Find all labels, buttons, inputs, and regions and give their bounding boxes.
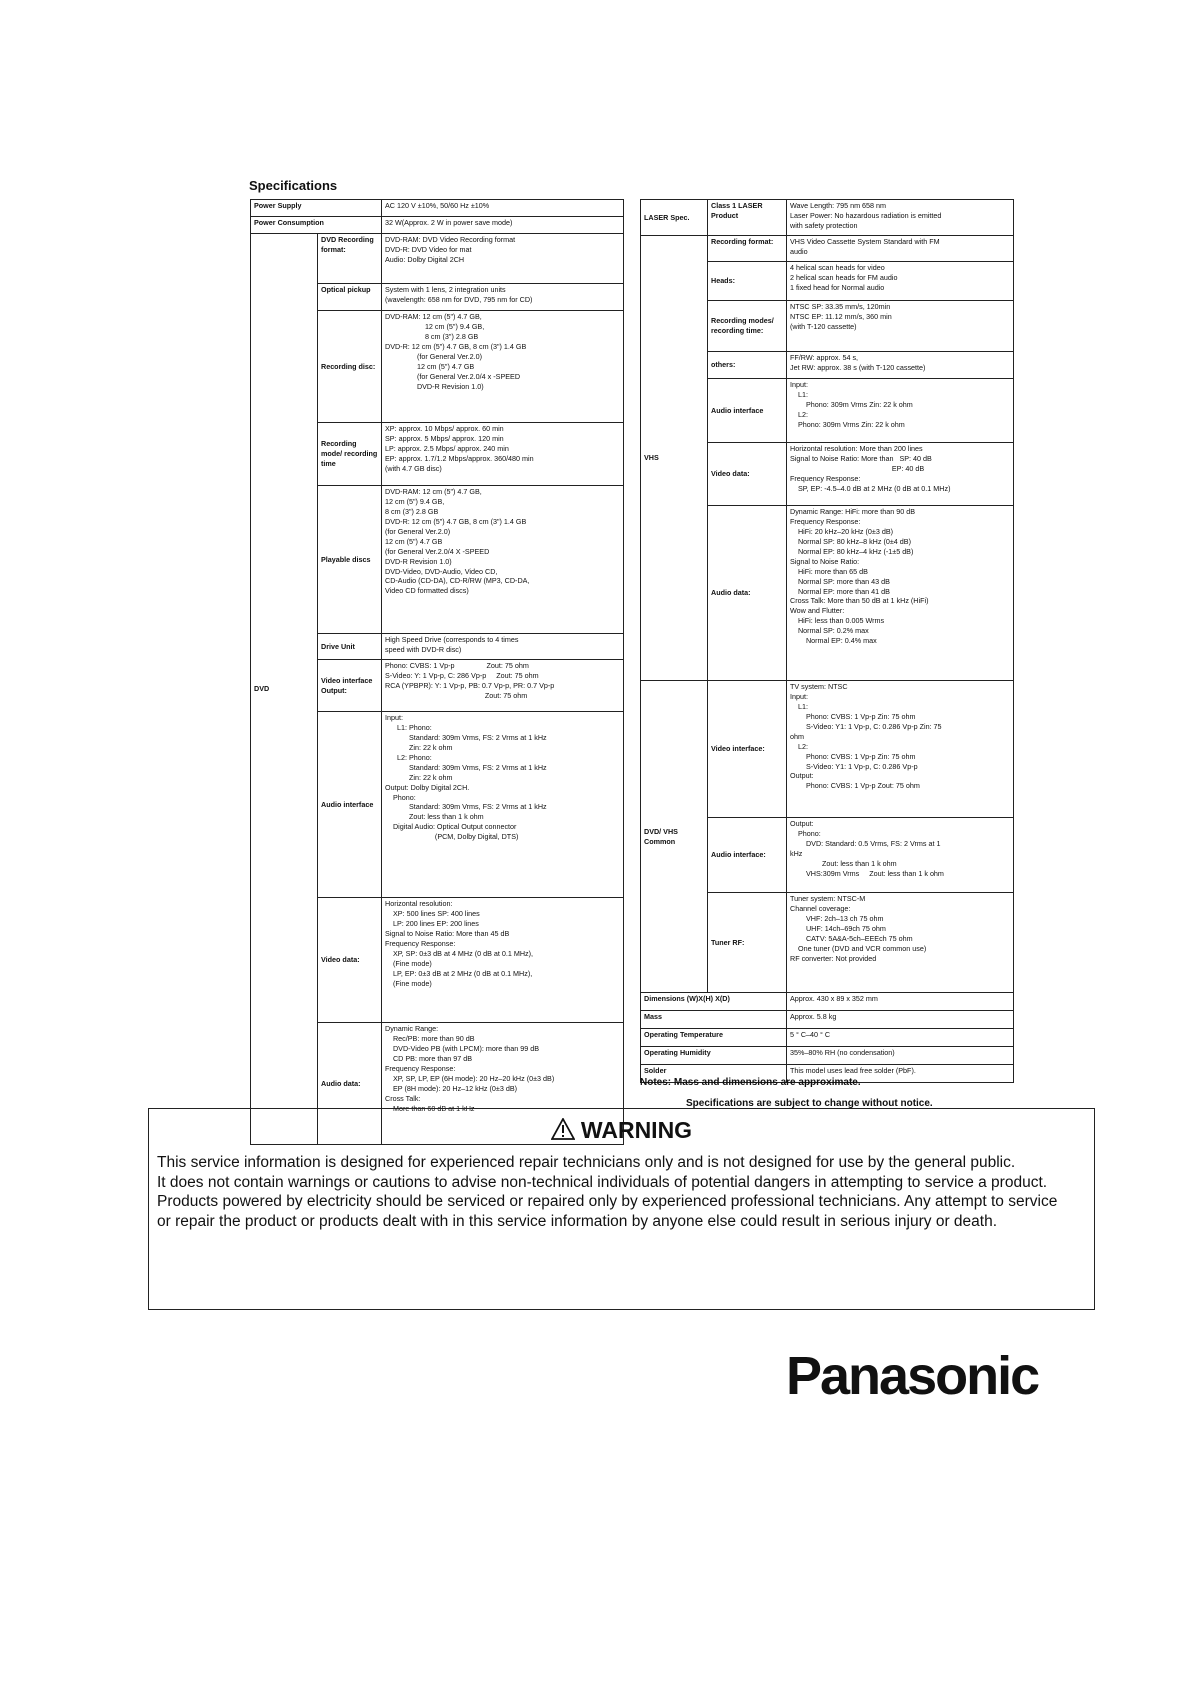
spec-value-line: DVD-R Revision 1.0) (385, 556, 452, 566)
spec-label: others: (708, 352, 787, 379)
spec-value-line: CD-Audio (CD-DA), CD-R/RW (MP3, CD-DA, (385, 576, 530, 586)
spec-value-line: Jet RW: approx. 38 s (with T-120 cassette) (790, 362, 926, 372)
spec-value (382, 284, 624, 311)
spec-value-line: Horizontal resolution: (385, 899, 453, 908)
warning-line: Products powered by electricity should be serviced or repaired only by experienced professional technicians. Any attempt to service (157, 1193, 1058, 1211)
spec-value-line: TV system: NTSC (790, 682, 848, 691)
specifications-table-right (640, 199, 1014, 1083)
spec-value-line: (for General Ver.2.0) (385, 351, 483, 361)
spec-value-line: kHz (790, 848, 803, 858)
warning-line: or repair the product or products dealt with in this service information by anyone else could result in serious injury or death. (157, 1212, 998, 1230)
spec-value-line: L1: (790, 701, 808, 711)
spec-value (787, 301, 1014, 352)
spec-value-line: Zout: less than 1 k ohm (385, 812, 484, 822)
spec-row (641, 1047, 1014, 1065)
spec-value-line: HiFi: 20 kHz–20 kHz (0±3 dB) (790, 526, 894, 536)
spec-value-line: ohm (790, 731, 804, 741)
spec-value-line: Rec/PB: more than 90 dB (385, 1033, 475, 1043)
warning-box (148, 1108, 1095, 1310)
spec-group-common: DVD/ VHS Common (641, 681, 708, 993)
spec-value-line: L1: Phono: (385, 722, 432, 732)
spec-value-line: XP, SP, LP, EP (6H mode): 20 Hz–20 kHz (0±3 dB) (385, 1073, 555, 1083)
specifications-table-left (250, 199, 624, 1145)
spec-value (382, 423, 624, 486)
spec-value-line: Zin: 22 k ohm (385, 742, 453, 752)
spec-value: 35%–80% RH (no condensation) (787, 1047, 1014, 1065)
spec-label: Audio interface (318, 712, 382, 898)
spec-value-line: VHS:309m Vrms Zout: less than 1 k ohm (790, 868, 944, 878)
warning-text (157, 1153, 1088, 1231)
spec-value-line: DVD-Video, DVD-Audio, Video CD, (385, 566, 498, 576)
spec-value-line: Normal EP: 80 kHz–4 kHz (-1±5 dB) (790, 546, 914, 556)
spec-value: 32 W(Approx. 2 W in power save mode) (382, 217, 624, 234)
spec-value-line: Phono: 309m Vrms Zin: 22 k ohm (790, 419, 905, 429)
spec-value-line: EP: 40 dB (790, 463, 925, 473)
spec-value-line: Digital Audio: Optical Output connector (385, 822, 517, 832)
spec-value: 5 ° C–40 ° C (787, 1029, 1014, 1047)
spec-value-line: XP: 500 lines SP: 400 lines (385, 908, 480, 918)
spec-value-line: Phono: (790, 828, 821, 838)
spec-value-line: Cross Talk: (385, 1093, 421, 1103)
spec-value-line: LP, EP: 0±3 dB at 2 MHz (0 dB at 0.1 MHz), (385, 968, 533, 978)
spec-value-line: Output: (790, 771, 814, 781)
spec-value-line: Horizontal resolution: More than 200 lines (790, 444, 923, 453)
spec-value (787, 379, 1014, 443)
spec-value-line: (for General Ver.2.0) (385, 526, 451, 536)
spec-value-line: High Speed Drive (corresponds to 4 times (385, 635, 519, 644)
spec-value-line: Input: (790, 691, 808, 701)
spec-value (787, 818, 1014, 893)
spec-value-line: Laser Power: No hazardous radiation is emitted (790, 210, 942, 220)
spec-value-line: with safety protection (790, 220, 858, 230)
spec-row (251, 200, 624, 217)
spec-value (787, 681, 1014, 818)
spec-value-line: CATV: 5A&A-5ch–EEEch 75 ohm (790, 933, 913, 943)
spec-value-line: Frequency Response: (790, 516, 861, 526)
spec-value-line: Signal to Noise Ratio: (790, 556, 860, 566)
spec-value-line: FF/RW: approx. 54 s, (790, 353, 859, 362)
spec-value-line: VHF: 2ch–13 ch 75 ohm (790, 913, 884, 923)
spec-value-line: DVD-RAM: 12 cm (5") 4.7 GB, (385, 487, 482, 496)
spec-label: Operating Temperature (641, 1029, 787, 1047)
spec-value-line: VHS Video Cassette System Standard with FM (790, 237, 940, 246)
spec-label: Power Consumption (251, 217, 382, 234)
spec-value-line: Phono: CVBS: 1 Vp-p Zout: 75 ohm (385, 661, 529, 670)
spec-value-line: 12 cm (5") 4.7 GB (385, 536, 443, 546)
spec-value-line: Phono: CVBS: 1 Vp-p Zout: 75 ohm (790, 781, 920, 791)
spec-value-line: Phono: CVBS: 1 Vp-p Zin: 75 ohm (790, 751, 916, 761)
spec-value-line: L1: (790, 389, 808, 399)
spec-value-line: speed with DVD-R disc) (385, 644, 462, 654)
spec-value-line: Normal EP: 0.4% max (790, 636, 877, 646)
spec-value-line: Standard: 309m Vrms, FS: 2 Vrms at 1 kHz (385, 762, 547, 772)
spec-value-line: L2: (790, 741, 808, 751)
page-title: Specifications (249, 178, 338, 193)
spec-value-line: NTSC EP: 11.12 mm/s, 360 min (790, 311, 892, 321)
spec-value-line: LP: approx. 2.5 Mbps/ approx. 240 min (385, 443, 509, 453)
spec-row (641, 993, 1014, 1011)
spec-value: Approx. 5.8 kg (787, 1011, 1014, 1029)
spec-value-line: (with T-120 cassette) (790, 321, 857, 331)
spec-value-line: Output: Dolby Digital 2CH. (385, 782, 470, 792)
spec-value (787, 352, 1014, 379)
spec-label: Video data: (708, 443, 787, 506)
spec-value (787, 262, 1014, 301)
spec-label: Recording disc: (318, 311, 382, 423)
spec-value-line: DVD-R: DVD Video for mat (385, 244, 472, 254)
spec-label: Video data: (318, 898, 382, 1023)
warning-triangle-icon (551, 1118, 575, 1140)
spec-value-line: Input: (385, 713, 403, 722)
spec-row (251, 234, 624, 284)
spec-label: Solder (641, 1065, 787, 1083)
spec-value-line: (with 4.7 GB disc) (385, 463, 442, 473)
spec-value-line: Zin: 22 k ohm (385, 772, 453, 782)
spec-value-line: Signal to Noise Ratio: More than SP: 40 dB (790, 453, 932, 463)
spec-label: Mass (641, 1011, 787, 1029)
spec-value-line: One tuner (DVD and VCR common use) (790, 943, 927, 953)
spec-value-line: RCA (YPBPR): Y: 1 Vp-p, PB: 0.7 Vp-p, PR: 0.7 Vp-p (385, 680, 555, 690)
spec-value-line: Standard: 309m Vrms, FS: 2 Vrms at 1 kHz (385, 732, 547, 742)
spec-value-line: DVD-Video PB (with LPCM): more than 99 dB (385, 1043, 540, 1053)
spec-value (787, 506, 1014, 681)
spec-value-line: (for General Ver.2.0/4 X -SPEED (385, 546, 490, 556)
panasonic-logo: Panasonic (786, 1346, 1039, 1406)
spec-value-line: XP, SP: 0±3 dB at 4 MHz (0 dB at 0.1 MHz), (385, 948, 534, 958)
warning-line: It does not contain warnings or cautions to advise non-technical individuals of potential dangers in attempting to service a product. (157, 1173, 1048, 1191)
spec-row (641, 200, 1014, 236)
spec-group-laser: LASER Spec. (641, 200, 708, 236)
warning-heading-text: WARNING (580, 1117, 693, 1143)
warning-heading (149, 1117, 1094, 1144)
spec-value-line: DVD-RAM: DVD Video Recording format (385, 235, 516, 244)
spec-value-line: L2: (790, 409, 808, 419)
spec-row (641, 681, 1014, 818)
spec-value-line: LP: 200 lines EP: 200 lines (385, 918, 479, 928)
spec-value-line: Dynamic Range: (385, 1024, 439, 1033)
spec-value-line: Phono: (385, 792, 416, 802)
spec-label: Recording modes/ recording time: (708, 301, 787, 352)
spec-label: Video interface: (708, 681, 787, 818)
spec-value-line: Standard: 309m Vrms, FS: 2 Vrms at 1 kHz (385, 802, 547, 812)
spec-value-line: SP, EP: -4.5–4.0 dB at 2 MHz (0 dB at 0.1 MHz) (790, 483, 951, 493)
spec-row (641, 1011, 1014, 1029)
spec-value-line: EP (8H mode): 20 Hz–12 kHz (0±3 dB) (385, 1083, 518, 1093)
spec-label: Dimensions (W)X(H) X(D) (641, 993, 787, 1011)
spec-value-line: Cross Talk: More than 50 dB at 1 kHz (HiFi) (790, 596, 929, 606)
spec-label: Drive Unit (318, 634, 382, 660)
notes-line-1: Notes: Mass and dimensions are approximate. (640, 1077, 861, 1088)
spec-group-vhs: VHS (641, 236, 708, 681)
spec-value-line: Audio: Dolby Digital 2CH (385, 254, 465, 264)
spec-label: Power Supply (251, 200, 382, 217)
spec-value-line: 8 cm (3") 2.8 GB (385, 506, 439, 516)
spec-value-line: (Fine mode) (385, 978, 432, 988)
spec-value (787, 443, 1014, 506)
spec-value-line: audio (790, 246, 808, 256)
spec-value-line: UHF: 14ch–69ch 75 ohm (790, 923, 886, 933)
spec-value-line: Normal EP: more than 41 dB (790, 586, 890, 596)
spec-label: Heads: (708, 262, 787, 301)
spec-value-line: System with 1 lens, 2 integration units (385, 285, 506, 294)
spec-value (382, 311, 624, 423)
spec-label: Tuner RF: (708, 893, 787, 993)
spec-value (382, 712, 624, 898)
spec-value-line: More than 60 dB at 1 kHz (385, 1103, 475, 1113)
spec-value-line: Normal SP: 0.2% max (790, 626, 869, 636)
spec-value-line: DVD-R: 12 cm (5") 4.7 GB, 8 cm (3") 1.4 GB (385, 341, 527, 351)
spec-group-dvd: DVD (251, 234, 318, 1145)
spec-value (382, 486, 624, 634)
spec-value-line: 2 helical scan heads for FM audio (790, 272, 898, 282)
spec-value-line: Zout: 75 ohm (385, 690, 528, 700)
spec-value-line: DVD: Standard: 0.5 Vrms, FS: 2 Vrms at 1 (790, 838, 941, 848)
spec-value-line: HiFi: more than 65 dB (790, 566, 868, 576)
spec-value-line: Tuner system: NTSC-M (790, 894, 866, 903)
spec-value-line: NTSC SP: 33.35 mm/s, 120min (790, 302, 891, 311)
spec-label: Recording mode/ recording time (318, 423, 382, 486)
spec-value-line: DVD-R Revision 1.0) (385, 381, 484, 391)
spec-value-line: 4 helical scan heads for video (790, 263, 885, 272)
spec-value-line: EP: approx. 1.7/1.2 Mbps/approx. 360/480 min (385, 453, 534, 463)
spec-value-line: Wave Length: 795 nm 658 nm (790, 201, 887, 210)
spec-value-line: HiFi: less than 0.005 Wrms (790, 616, 885, 626)
spec-value-line: SP: approx. 5 Mbps/ approx. 120 min (385, 433, 504, 443)
spec-label: Playable discs (318, 486, 382, 634)
spec-value (382, 634, 624, 660)
spec-value-line: XP: approx. 10 Mbps/ approx. 60 min (385, 424, 504, 433)
spec-value-line: CD PB: more than 97 dB (385, 1053, 473, 1063)
spec-value-line: Normal SP: more than 43 dB (790, 576, 890, 586)
notes-line-2: Specifications are subject to change without notice. (686, 1098, 933, 1109)
spec-value-line: Frequency Response: (385, 938, 456, 948)
spec-value-line: 12 cm (5") 9.4 GB, (385, 496, 445, 506)
spec-value-line: Dynamic Range: HiFi: more than 90 dB (790, 507, 916, 516)
spec-value-line: DVD-R: 12 cm (5") 4.7 GB, 8 cm (3") 1.4 GB (385, 516, 527, 526)
spec-value (382, 898, 624, 1023)
spec-value-line: Zout: less than 1 k ohm (790, 858, 897, 868)
spec-value-line: Input: (790, 380, 808, 389)
spec-label: Operating Humidity (641, 1047, 787, 1065)
spec-value-line: RF converter: Not provided (790, 953, 877, 963)
spec-value (382, 234, 624, 284)
spec-label: DVD Recording format: (318, 234, 382, 284)
spec-value-line: Output: (790, 819, 814, 828)
spec-label: Video interface Output: (318, 660, 382, 712)
spec-value-line: Normal SP: 80 kHz–8 kHz (0±4 dB) (790, 536, 911, 546)
spec-label: Recording format: (708, 236, 787, 262)
spec-label: Audio data: (318, 1023, 382, 1145)
spec-value (787, 236, 1014, 262)
spec-value-line: S-Video: Y1: 1 Vp-p, C: 0.286 Vp-p Zin: 75 (790, 721, 942, 731)
spec-value-line: Signal to Noise Ratio: More than 45 dB (385, 928, 510, 938)
spec-value: Approx. 430 x 89 x 352 mm (787, 993, 1014, 1011)
spec-value-line: 12 cm (5") 9.4 GB, (385, 321, 485, 331)
spec-value-line: Video CD formatted discs) (385, 586, 469, 596)
spec-row (641, 236, 1014, 262)
spec-label: Class 1 LASER Product (708, 200, 787, 236)
spec-row (641, 1029, 1014, 1047)
spec-label: Audio data: (708, 506, 787, 681)
spec-value-line: Phono: CVBS: 1 Vp-p Zin: 75 ohm (790, 711, 916, 721)
spec-row (251, 217, 624, 234)
spec-value-line: (wavelength: 658 nm for DVD, 795 nm for CD) (385, 294, 533, 304)
spec-value-line: (PCM, Dolby Digital, DTS) (385, 832, 519, 842)
spec-value-line: Channel coverage: (790, 903, 851, 913)
spec-value-line: Wow and Flutter: (790, 606, 845, 616)
spec-value-line: L2: Phono: (385, 752, 432, 762)
spec-value-line: S-Video: Y1: 1 Vp-p, C: 0.286 Vp-p (790, 761, 918, 771)
spec-value (787, 200, 1014, 236)
spec-value-line: Frequency Response: (385, 1063, 456, 1073)
spec-label: Audio interface: (708, 818, 787, 893)
spec-value-line: 1 fixed head for Normal audio (790, 282, 885, 292)
spec-value-line: Frequency Response: (790, 473, 861, 483)
spec-label: Audio interface (708, 379, 787, 443)
spec-value (382, 660, 624, 712)
spec-value-line: (for General Ver.2.0/4 x -SPEED (385, 371, 521, 381)
warning-line: This service information is designed for experienced repair technicians only and is not designed for use by the general public. (157, 1154, 1016, 1171)
spec-value-line: Phono: 309m Vrms Zin: 22 k ohm (790, 399, 913, 409)
spec-label: Optical pickup (318, 284, 382, 311)
spec-value: AC 120 V ±10%, 50/60 Hz ±10% (382, 200, 624, 217)
spec-value-line: S-Video: Y: 1 Vp-p, C: 286 Vp-p Zout: 75 ohm (385, 670, 539, 680)
spec-value-line: 12 cm (5") 4.7 GB (385, 361, 475, 371)
spec-value (787, 893, 1014, 993)
spec-value-line: 8 cm (3") 2.8 GB (385, 331, 479, 341)
spec-value: This model uses lead free solder (PbF). (787, 1065, 1014, 1083)
spec-value-line: (Fine mode) (385, 958, 432, 968)
spec-value-line: DVD-RAM: 12 cm (5") 4.7 GB, (385, 312, 482, 321)
